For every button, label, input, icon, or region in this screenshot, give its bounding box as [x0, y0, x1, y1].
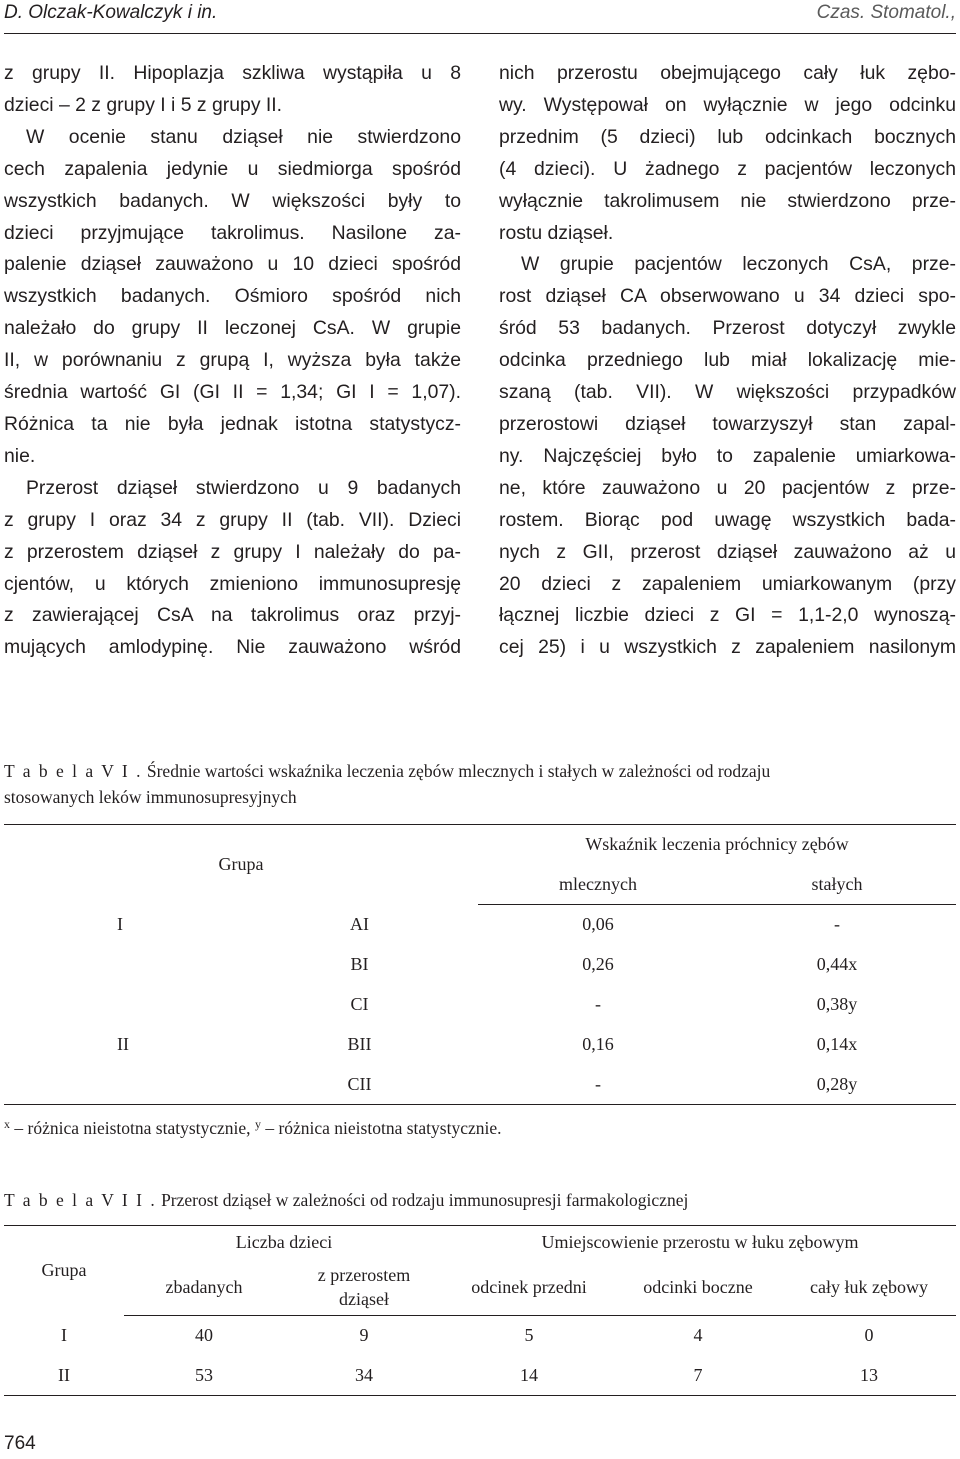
table-row — [4, 1065, 956, 1105]
text-line: nych z GII, przerost dziąseł zauważono aż u — [499, 540, 956, 563]
text-line: 20 dzieci z zapaleniem umiarkowanym (przy — [499, 572, 956, 595]
table6-cell: AI — [350, 914, 369, 934]
table7-cell: 9 — [359, 1325, 369, 1346]
text-line: palenie dziąseł zauważono u 10 dzieci spośród — [4, 253, 461, 276]
text-line: średnia wartość GI (GI II = 1,34; GI I = 1,07). — [4, 381, 461, 404]
text-line: rostem. Biorąc pod uwagę wszystkich bada- — [499, 508, 956, 531]
table6-caption-line1: Średnie wartości wskaźnika leczenia zębów mlecznych i stałych w zależności od rodzaju — [142, 761, 771, 781]
text-line: wyłącznie takrolimusem nie stwierdzono prze- — [499, 189, 956, 212]
table6-cell: - — [478, 1065, 718, 1105]
text-line: nie. — [4, 444, 36, 467]
table-row — [4, 985, 956, 1025]
table6-cell: 0,26 — [582, 954, 614, 974]
table7-cell: 0 — [864, 1325, 874, 1346]
table6-cell: I — [117, 914, 123, 934]
page-number: 764 — [4, 1433, 36, 1454]
text-line: cjentów, u których zmieniono immunosupresję — [4, 572, 461, 595]
table6-cell — [4, 945, 241, 985]
footnote-marker-y: y — [254, 1117, 261, 1131]
table-row — [4, 945, 956, 985]
table7-header-location: Umiejscowienie przerostu w łuku zębowym — [444, 1226, 956, 1260]
table6-cell: 0,14x — [816, 1034, 858, 1054]
table-row — [4, 905, 956, 945]
table6-header-index: Wskaźnik leczenia próchnicy zębów — [478, 825, 956, 865]
table6-cell: - — [834, 914, 840, 935]
text-line: z przerostem dziąseł z grupy I należały do pa- — [4, 540, 461, 563]
text-line: odcinka przedniego lub miał lokalizację mie- — [499, 349, 956, 372]
text-line: rost dziąseł CA obserwowano u 34 dzieci spo- — [499, 285, 956, 308]
table7-cell: 14 — [444, 1356, 614, 1396]
table7-cell: 13 — [782, 1356, 956, 1396]
table7-caption-text: Przerost dziąseł w zależności od rodzaju immunosupresji farmakologicznej — [156, 1190, 689, 1210]
text-line: ny. Najczęściej było to zapalenie umiarkowa- — [499, 444, 956, 467]
text-line: przednim (5 dzieci) lub odcinkach bocznych — [499, 125, 956, 148]
table7-cell: 40 — [195, 1325, 213, 1346]
table6-cell: 0,38y — [816, 994, 858, 1014]
table7-header-whole-arch: cały łuk zębowy — [782, 1260, 956, 1316]
table6-cell: CI — [350, 994, 369, 1014]
text-line: łącznej liczbie dzieci z GI = 1,1-2,0 wynoszą- — [499, 604, 956, 627]
table7-cell: 34 — [284, 1356, 444, 1396]
running-header — [0, 0, 960, 36]
table7-header-count: Liczba dzieci — [124, 1226, 444, 1260]
text-line: szaną (tab. VII). W większości przypadków — [499, 381, 956, 404]
table-row — [4, 1025, 956, 1065]
table6-label: T a b e l a V I . — [4, 761, 143, 781]
text-line: śród 53 badanych. Przerost dotyczył zwykle — [499, 317, 956, 340]
footnote-x-text: – różnica nieistotna statystycznie, — [10, 1118, 255, 1138]
text-line: (4 dzieci). U żadnego z pacjentów leczonych — [499, 157, 956, 180]
table7-cell: 5 — [524, 1325, 534, 1346]
table6-cell: 0,28y — [718, 1065, 956, 1105]
text-line: W ocenie stanu dziąseł nie stwierdzono — [26, 125, 461, 148]
table6-cell: CII — [241, 1065, 478, 1105]
table6-cell: II — [117, 1034, 129, 1054]
table7-header-group: Grupa — [4, 1226, 124, 1316]
text-line: należało do grupy II leczonej CsA. W grupie — [4, 317, 461, 340]
text-line: przerostowi dziąseł towarzyszył stan zapal- — [499, 412, 956, 435]
text-line: wy. Występował on wyłącznie w jego odcinku — [499, 93, 956, 116]
table6-header-group: Grupa — [4, 825, 478, 905]
text-line: mujących amlodypinę. Nie zauważono wśród — [4, 636, 461, 659]
table6-caption — [4, 758, 956, 810]
table6-cell: 0,16 — [582, 1034, 614, 1054]
text-line: cech zapalenia jedynie u siedmiorga spośród — [4, 157, 461, 180]
table7-cell: 53 — [124, 1356, 284, 1396]
text-line: wszystkich badanych. W większości były to — [4, 189, 461, 212]
table6-caption-line2: stosowanych leków immunosupresyjnych — [4, 787, 297, 807]
right-text-column — [499, 58, 956, 664]
table-row — [4, 1316, 956, 1356]
left-text-column — [4, 58, 461, 664]
table7-header-examined: zbadanych — [124, 1260, 284, 1316]
text-line: Różnica ta nie była jednak istotna statystycz- — [4, 412, 461, 435]
table7-label: T a b e l a V I I . — [4, 1190, 157, 1210]
table6-cell: BI — [350, 954, 369, 974]
table6-header-permanent: stałych — [718, 865, 956, 905]
table6-cell: - — [595, 994, 601, 1014]
text-line: wszystkich badanych. Ośmioro spośród nich — [4, 285, 461, 308]
table7-header-anterior: odcinek przedni — [444, 1260, 614, 1316]
text-line: II, w porównaniu z grupą I, wyższa była także — [4, 349, 461, 372]
table-row — [4, 1356, 956, 1396]
table6-cell — [4, 1065, 241, 1105]
table7-cell: 4 — [693, 1325, 703, 1346]
text-line: z grupy I oraz 34 z grupy II (tab. VII). Dzieci — [4, 508, 461, 531]
footnote-marker-x: x — [4, 1117, 10, 1131]
text-line: nich przerostu obejmującego cały łuk zębo- — [499, 62, 956, 84]
text-line: dzieci przyjmujące takrolimus. Nasilone za- — [4, 221, 461, 244]
table6-header-primary: mlecznych — [478, 865, 718, 905]
footnote-y-text: – różnica nieistotna statystycznie. — [260, 1118, 502, 1138]
header-rule — [4, 33, 956, 34]
text-line: cej 25) i u wszystkich z zapaleniem nasilonym — [499, 636, 956, 659]
text-line: ne, które zauważono u 20 pacjentów z prze- — [499, 476, 956, 499]
text-line: Przerost dziąseł stwierdzono u 9 badanych — [26, 476, 461, 499]
text-line: rostu dziąseł. — [499, 221, 614, 244]
table7 — [4, 1225, 956, 1396]
table6 — [4, 824, 956, 1105]
table6-cell: 0,06 — [582, 914, 614, 935]
text-line: z grupy II. Hipoplazja szkliwa wystąpiła u 8 — [4, 62, 461, 84]
text-line: z zawierającej CsA na takrolimus oraz przyj- — [4, 604, 461, 627]
table6-cell: BII — [347, 1034, 372, 1054]
table7-header-with-overgrowth: z przerostem dziąseł — [284, 1260, 444, 1316]
table6-footnote — [4, 1112, 502, 1140]
table7-cell: II — [4, 1356, 124, 1396]
table7-caption — [4, 1187, 956, 1213]
table7-header-lateral: odcinki boczne — [614, 1260, 782, 1316]
header-journal: Czas. Stomatol., — [816, 2, 956, 23]
table6-cell: 0,44x — [816, 954, 858, 974]
table7-cell: I — [61, 1325, 67, 1345]
header-authors: D. Olczak-Kowalczyk i in. — [4, 2, 218, 23]
table6-cell — [4, 985, 241, 1025]
text-line: dzieci – 2 z grupy I i 5 z grupy II. — [4, 93, 283, 116]
table7-cell: 7 — [614, 1356, 782, 1396]
text-line: W grupie pacjentów leczonych CsA, prze- — [521, 253, 956, 276]
